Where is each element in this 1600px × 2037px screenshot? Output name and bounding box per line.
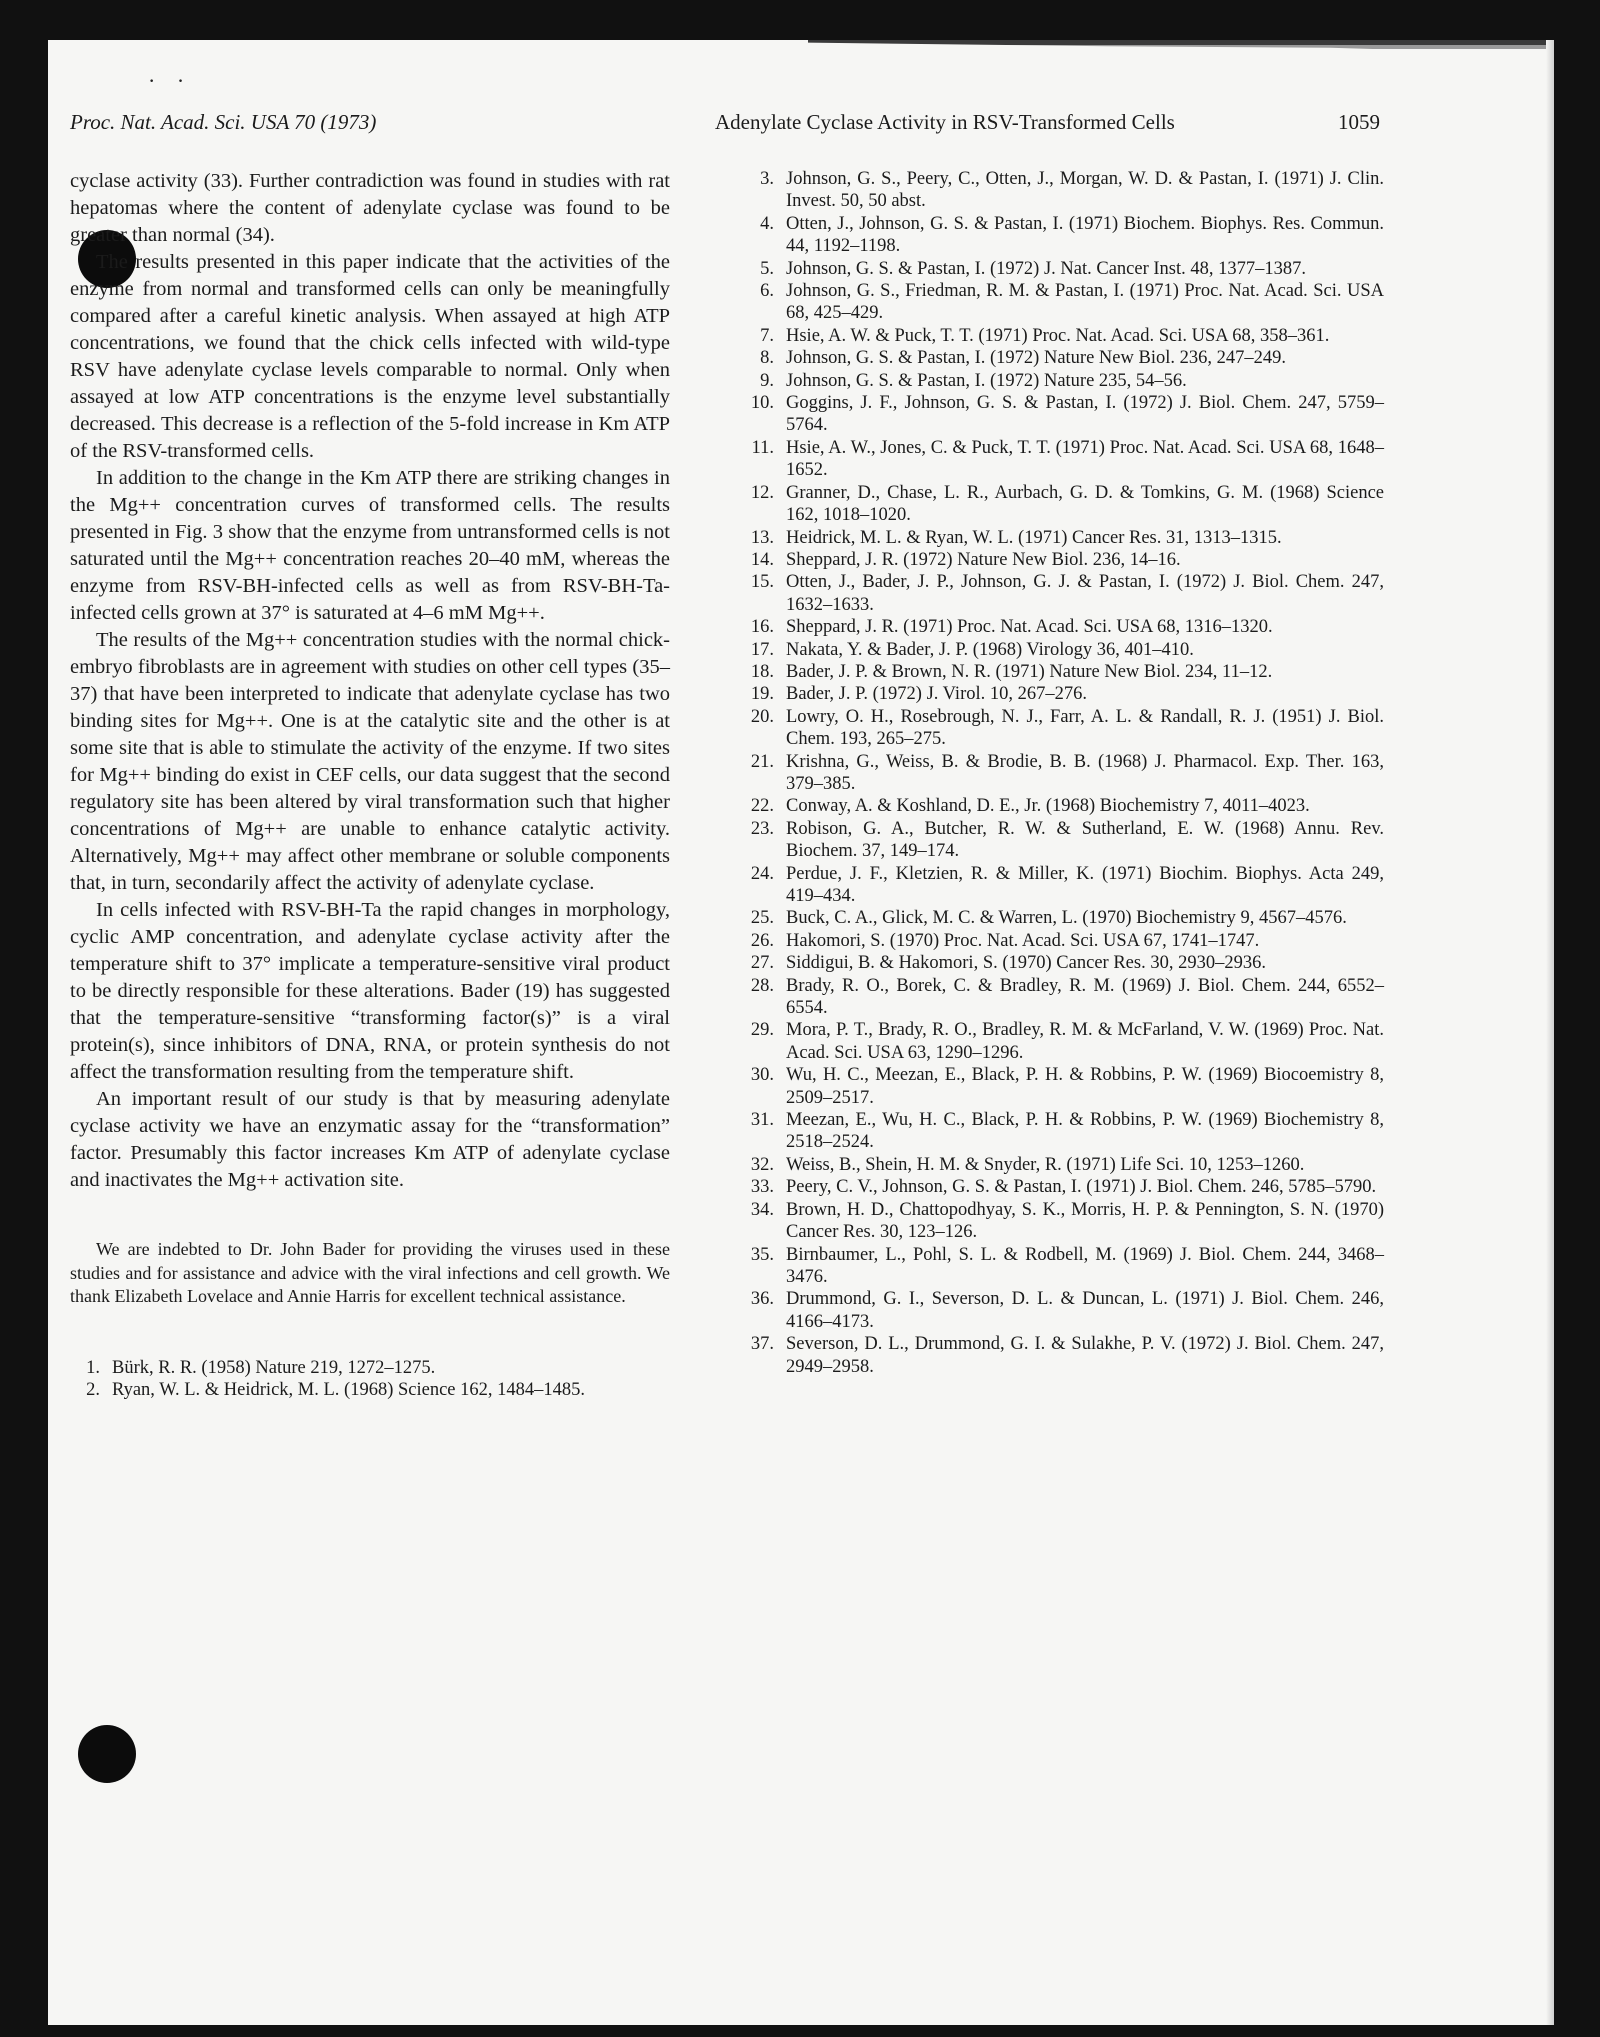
reference-text: Johnson, G. S., Peery, C., Otten, J., Morgan, W. D. & Pastan, I. (1971) J. Clin. Invest. 50, 50 abst. (786, 169, 1384, 212)
reference-text: Buck, C. A., Glick, M. C. & Warren, L. (1970) Biochemistry 9, 4567–4576. (786, 908, 1347, 929)
reference-number: 31. (750, 1110, 774, 1131)
reference-text: Otten, J., Johnson, G. S. & Pastan, I. (1971) Biochem. Biophys. Res. Commun. 44, 1192–1198. (786, 213, 1384, 257)
reference-text: Otten, J., Bader, J. P., Johnson, G. J. & Pastan, I. (1972) J. Biol. Chem. 247, 1632–1633. (786, 572, 1384, 615)
reference-text: Lowry, O. H., Rosebrough, N. J., Farr, A. L. & Randall, R. J. (1951) J. Biol. Chem. 193, 265–275. (786, 706, 1384, 750)
reference-number: 23. (750, 818, 774, 839)
reference-item (728, 370, 1384, 392)
reference-number: 6. (760, 281, 774, 302)
reference-number: 2. (86, 1379, 100, 1400)
reference-number: 37. (750, 1334, 774, 1355)
page-edge-shadow (1546, 40, 1554, 2025)
body-paragraph: The results presented in this paper indicate that the activities of the enzyme from normal and transformed cells can only be meaningfully compared after a careful kinetic analysis. When assayed at high ATP concentrations, we found that the chick cells infected with wild-type RSV have adenylate cyclase levels comparable to normal. Only when assayed at low ATP concentrations is the enzyme level substantially decreased. This decrease is a reflection of the 5-fold increase in Km ATP of the RSV-transformed cells. (70, 251, 670, 462)
reference-text: Meezan, E., Wu, H. C., Black, P. H. & Robbins, P. W. (1969) Biochemistry 8, 2518–2524. (786, 1110, 1384, 1153)
body-paragraph: In addition to the change in the Km ATP there are striking changes in the Mg++ concentration curves of transformed cells. The results presented in Fig. 3 show that the enzyme from untransformed cells is not saturated until the Mg++ concentration reaches 20–40 mM, whereas the enzyme from RSV-BH-infected cells as well as from RSV-BH-Ta-infected cells grown at 37° is saturated at 4–6 mM Mg++. (70, 467, 670, 624)
reference-text: Bürk, R. R. (1958) Nature 219, 1272–1275. (112, 1357, 436, 1378)
reference-number: 18. (750, 661, 774, 682)
reference-text: Hsie, A. W. & Puck, T. T. (1971) Proc. Nat. Acad. Sci. USA 68, 358–361. (786, 325, 1330, 346)
reference-item (70, 1379, 670, 1401)
reference-text: Birnbaumer, L., Pohl, S. L. & Rodbell, M. (1969) J. Biol. Chem. 244, 3468–3476. (786, 1244, 1384, 1287)
reference-text: Johnson, G. S. & Pastan, I. (1972) Nature New Biol. 236, 247–249. (786, 348, 1286, 369)
reference-text: Johnson, G. S., Friedman, R. M. & Pastan, I. (1971) Proc. Nat. Acad. Sci. USA 68, 425–429. (786, 281, 1384, 324)
reference-item (728, 930, 1384, 952)
reference-text: Heidrick, M. L. & Ryan, W. L. (1971) Cancer Res. 31, 1313–1315. (786, 527, 1282, 548)
reference-item (728, 437, 1384, 482)
punch-hole-bottom (78, 1725, 136, 1783)
body-paragraph: The results of the Mg++ concentration studies with the normal chick-embryo fibroblasts are in agreement with studies on other cell types (35–37) that have been interpreted to indicate that adenylate cyclase has two binding sites for Mg++. One is at the catalytic site and the other is at some site that is able to stimulate the activity of the enzyme. If two sites for Mg++ binding do exist in CEF cells, our data suggest that the second regulatory site has been altered by viral transformation such that higher concentrations of Mg++ are unable to enhance catalytic activity. Alternatively, Mg++ may affect other membrane or soluble components that, in turn, secondarily affect the activity of adenylate cyclase. (70, 629, 670, 894)
left-column (70, 168, 670, 1401)
reference-item (728, 482, 1384, 527)
reference-item (728, 751, 1384, 796)
body-paragraph: In cells infected with RSV-BH-Ta the rapid changes in morphology, cyclic AMP concentration, and adenylate cyclase activity after the temperature shift to 37° implicate a temperature-sensitive viral product to be directly responsible for these alterations. Bader (19) has suggested that the temperature-sensitive “transforming factor(s)” is a viral protein(s), since inhibitors of DNA, RNA, or protein synthesis do not affect the transformation resulting from the temperature shift. (70, 899, 670, 1083)
reference-list-right (728, 168, 1384, 1378)
reference-number: 22. (750, 796, 774, 817)
reference-number: 16. (750, 617, 774, 638)
reference-text: Hakomori, S. (1970) Proc. Nat. Acad. Sci. USA 67, 1741–1747. (786, 930, 1260, 951)
reference-item (728, 706, 1384, 751)
reference-item (728, 818, 1384, 863)
reference-item (728, 907, 1384, 929)
acknowledgment: We are indebted to Dr. John Bader for providing the viruses used in these studies and for assistance and advice with the viral infections and cell growth. We thank Elizabeth Lovelace and Annie Harris for excellent technical assistance. (70, 1239, 670, 1306)
reference-item (728, 527, 1384, 549)
reference-text: Granner, D., Chase, L. R., Aurbach, G. D. & Tomkins, G. M. (1968) Science 162, 1018–1020. (786, 482, 1384, 526)
reference-number: 17. (750, 639, 774, 660)
reference-number: 11. (751, 437, 774, 458)
reference-item (728, 616, 1384, 638)
reference-number: 25. (750, 908, 774, 929)
reference-list-left (70, 1357, 670, 1402)
reference-number: 28. (750, 975, 774, 996)
reference-text: Mora, P. T., Brady, R. O., Bradley, R. M. & McFarland, V. W. (1969) Proc. Nat. Acad. Sci. USA 63, 1290–1296. (786, 1020, 1384, 1063)
reference-item (728, 1333, 1384, 1378)
reference-text: Bader, J. P. & Brown, N. R. (1971) Nature New Biol. 234, 11–12. (786, 661, 1273, 682)
reference-text: Bader, J. P. (1972) J. Virol. 10, 267–276. (786, 684, 1087, 705)
dust-specks: · · (148, 68, 193, 93)
reference-item (728, 213, 1384, 258)
reference-number: 14. (750, 549, 774, 570)
reference-text: Goggins, J. F., Johnson, G. S. & Pastan, I. (1972) J. Biol. Chem. 247, 5759–5764. (786, 393, 1384, 436)
reference-item (728, 1109, 1384, 1154)
reference-item (728, 1064, 1384, 1109)
reference-number: 36. (750, 1289, 774, 1310)
reference-text: Johnson, G. S. & Pastan, I. (1972) J. Nat. Cancer Inst. 48, 1377–1387. (786, 258, 1307, 279)
reference-item (728, 571, 1384, 616)
page-curl (808, 40, 1554, 66)
reference-text: Nakata, Y. & Bader, J. P. (1968) Virology 36, 401–410. (786, 639, 1194, 660)
reference-text: Johnson, G. S. & Pastan, I. (1972) Nature 235, 54–56. (786, 370, 1187, 391)
reference-item (728, 392, 1384, 437)
reference-number: 10. (750, 393, 774, 414)
reference-item (728, 347, 1384, 369)
reference-text: Perdue, J. F., Kletzien, R. & Miller, K. (1971) Biochim. Biophys. Acta 249, 419–434. (786, 863, 1384, 906)
reference-number: 19. (750, 684, 774, 705)
reference-item (728, 280, 1384, 325)
reference-number: 9. (760, 370, 774, 391)
reference-item (728, 952, 1384, 974)
reference-text: Drummond, G. I., Severson, D. L. & Duncan, L. (1971) J. Biol. Chem. 246, 4166–4173. (786, 1289, 1384, 1332)
reference-item (728, 795, 1384, 817)
reference-text: Conway, A. & Koshland, D. E., Jr. (1968) Biochemistry 7, 4011–4023. (786, 796, 1310, 817)
reference-item (728, 661, 1384, 683)
reference-item (728, 1244, 1384, 1289)
reference-item (728, 1019, 1384, 1064)
reference-item (728, 168, 1384, 213)
reference-number: 8. (760, 348, 774, 369)
reference-number: 27. (750, 953, 774, 974)
reference-text: Hsie, A. W., Jones, C. & Puck, T. T. (1971) Proc. Nat. Acad. Sci. USA 68, 1648–1652. (786, 437, 1384, 481)
reference-item (728, 1154, 1384, 1176)
reference-item (728, 549, 1384, 571)
reference-text: Krishna, G., Weiss, B. & Brodie, B. B. (1968) J. Pharmacol. Exp. Ther. 163, 379–385. (786, 751, 1384, 794)
reference-item (728, 683, 1384, 705)
reference-text: Sheppard, J. R. (1971) Proc. Nat. Acad. Sci. USA 68, 1316–1320. (786, 617, 1273, 638)
reference-item (728, 325, 1384, 347)
reference-text: Ryan, W. L. & Heidrick, M. L. (1968) Science 162, 1484–1485. (112, 1379, 585, 1400)
reference-number: 20. (750, 706, 774, 727)
page-number: 1059 (1338, 110, 1380, 134)
journal-citation: Proc. Nat. Acad. Sci. USA 70 (1973) (70, 110, 377, 134)
running-title: Adenylate Cyclase Activity in RSV-Transformed Cells (715, 110, 1175, 134)
reference-number: 26. (750, 930, 774, 951)
reference-number: 13. (750, 527, 774, 548)
reference-number: 30. (750, 1065, 774, 1086)
reference-number: 24. (750, 863, 774, 884)
reference-item (728, 1288, 1384, 1333)
body-paragraph: cyclase activity (33). Further contradiction was found in studies with rat hepatomas where the content of adenylate cyclase was found to be greater than normal (34). (70, 170, 670, 246)
reference-number: 3. (760, 169, 774, 189)
reference-number: 15. (750, 572, 774, 593)
reference-number: 7. (760, 325, 774, 346)
reference-number: 4. (760, 213, 774, 234)
reference-number: 12. (750, 482, 774, 503)
reference-number: 33. (750, 1177, 774, 1198)
reference-item (70, 1357, 670, 1379)
running-header (70, 110, 1380, 140)
reference-text: Wu, H. C., Meezan, E., Black, P. H. & Robbins, P. W. (1969) Biocoemistry 8, 2509–2517. (786, 1065, 1384, 1108)
reference-item (728, 1176, 1384, 1198)
reference-text: Siddigui, B. & Hakomori, S. (1970) Cancer Res. 30, 2930–2936. (786, 953, 1266, 974)
reference-number: 5. (760, 258, 774, 279)
reference-number: 34. (750, 1199, 774, 1220)
reference-item (728, 258, 1384, 280)
reference-text: Weiss, B., Shein, H. M. & Snyder, R. (1971) Life Sci. 10, 1253–1260. (786, 1154, 1305, 1175)
reference-text: Sheppard, J. R. (1972) Nature New Biol. 236, 14–16. (786, 549, 1181, 570)
reference-item (728, 1199, 1384, 1244)
reference-item (728, 639, 1384, 661)
reference-number: 29. (750, 1020, 774, 1041)
body-paragraph: An important result of our study is that by measuring adenylate cyclase activity we have an enzymatic assay for the “transformation” factor. Presumably this factor increases Km ATP of adenylate cyclase and inactivates the Mg++ activation site. (70, 1088, 670, 1191)
reference-text: Peery, C. V., Johnson, G. S. & Pastan, I. (1971) J. Biol. Chem. 246, 5785–5790. (786, 1177, 1377, 1198)
reference-number: 1. (86, 1357, 100, 1378)
reference-number: 32. (750, 1154, 774, 1175)
reference-text: Severson, D. L., Drummond, G. I. & Sulakhe, P. V. (1972) J. Biol. Chem. 247, 2949–2958. (786, 1334, 1384, 1377)
reference-text: Robison, G. A., Butcher, R. W. & Sutherland, E. W. (1968) Annu. Rev. Biochem. 37, 149–174. (786, 818, 1384, 862)
reference-item (728, 863, 1384, 908)
reference-number: 35. (750, 1244, 774, 1265)
reference-item (728, 975, 1384, 1020)
reference-text: Brady, R. O., Borek, C. & Bradley, R. M. (1969) J. Biol. Chem. 244, 6552–6554. (786, 975, 1384, 1019)
reference-number: 21. (750, 751, 774, 772)
reference-text: Brown, H. D., Chattopodhyay, S. K., Morris, H. P. & Pennington, S. N. (1970) Cancer Res. 30, 123–126. (786, 1199, 1384, 1243)
